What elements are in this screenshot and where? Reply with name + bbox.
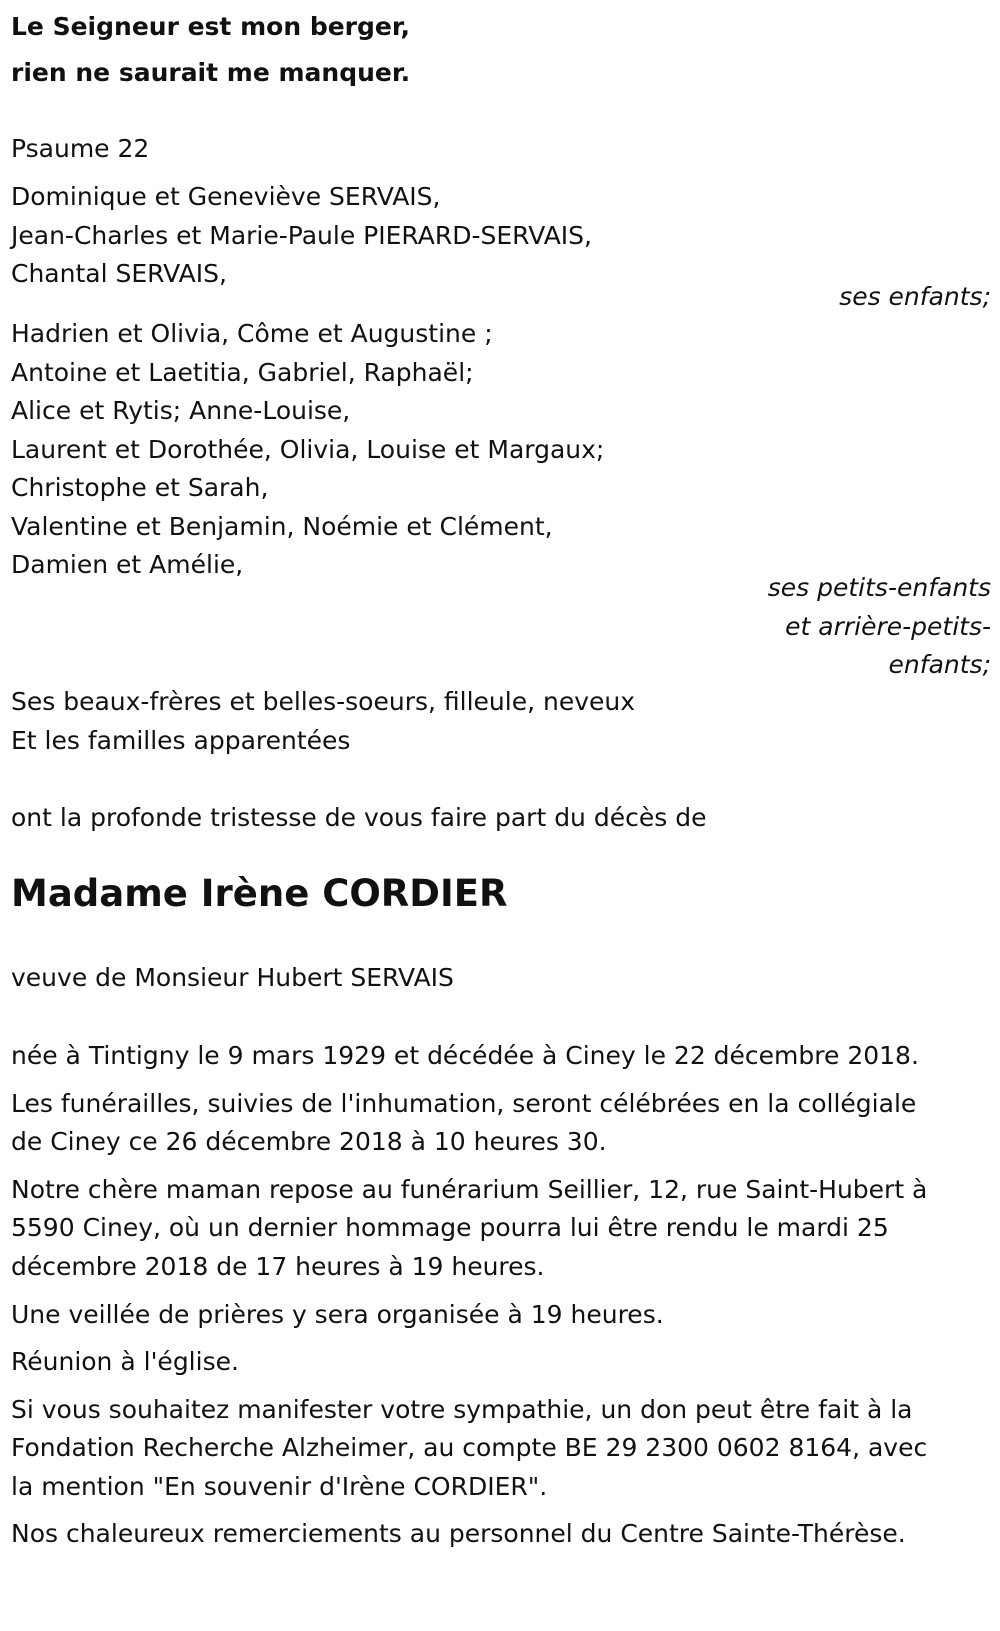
detail-funeral: de Ciney ce 26 décembre 2018 à 10 heures 30. [11,1127,607,1156]
child-name: Jean-Charles et Marie-Paule PIERARD-SERVAIS, [11,221,592,250]
detail-meeting: Réunion à l'église. [11,1347,239,1376]
child-name: Dominique et Geneviève SERVAIS, [11,182,441,211]
grandchildren-role: enfants; [888,650,991,679]
verse-reference: Psaume 22 [11,134,150,163]
detail-vigil: Une veillée de prières y sera organisée à 19 heures. [11,1300,664,1329]
detail-funerarium: 5590 Ciney, où un dernier hommage pourra lui être rendu le mardi 25 [11,1213,889,1242]
relatives-line: Ses beaux-frères et belles-soeurs, filleule, neveux [11,687,636,716]
grandchild-name: Damien et Amélie, [11,550,244,579]
grandchild-name: Valentine et Benjamin, Noémie et Clément, [11,512,553,541]
grandchild-name: Hadrien et Olivia, Côme et Augustine ; [11,319,493,348]
child-name: Chantal SERVAIS, [11,259,227,288]
detail-funeral: Les funérailles, suivies de l'inhumation, seront célébrées en la collégiale [11,1089,917,1118]
relatives-line: Et les familles apparentées [11,726,351,755]
detail-thanks: Nos chaleureux remerciements au personnel du Centre Sainte-Thérèse. [11,1519,906,1548]
grandchild-name: Laurent et Dorothée, Olivia, Louise et Margaux; [11,435,605,464]
grandchild-name: Alice et Rytis; Anne-Louise, [11,396,351,425]
announcement: ont la profonde tristesse de vous faire part du décès de [11,803,707,832]
grandchildren-role: et arrière-petits- [785,612,991,641]
grandchild-name: Antoine et Laetitia, Gabriel, Raphaël; [11,358,474,387]
deceased-name: Madame Irène CORDIER [11,872,508,915]
detail-donation: Fondation Recherche Alzheimer, au compte BE 29 2300 0602 8164, avec [11,1433,928,1462]
detail-birth-death: née à Tintigny le 9 mars 1929 et décédée à Ciney le 22 décembre 2018. [11,1041,919,1070]
widow-of: veuve de Monsieur Hubert SERVAIS [11,963,454,992]
detail-donation: Si vous souhaitez manifester votre sympathie, un don peut être fait à la [11,1395,913,1424]
grandchild-name: Christophe et Sarah, [11,473,269,502]
grandchildren-role: ses petits-enfants [767,573,991,602]
verse-line-1: Le Seigneur est mon berger, [11,12,410,41]
detail-funerarium: Notre chère maman repose au funérarium Seillier, 12, rue Saint-Hubert à [11,1175,928,1204]
detail-funerarium: décembre 2018 de 17 heures à 19 heures. [11,1252,545,1281]
children-role: ses enfants; [839,282,991,311]
detail-donation: la mention "En souvenir d'Irène CORDIER". [11,1472,548,1501]
verse-line-2: rien ne saurait me manquer. [11,58,411,87]
